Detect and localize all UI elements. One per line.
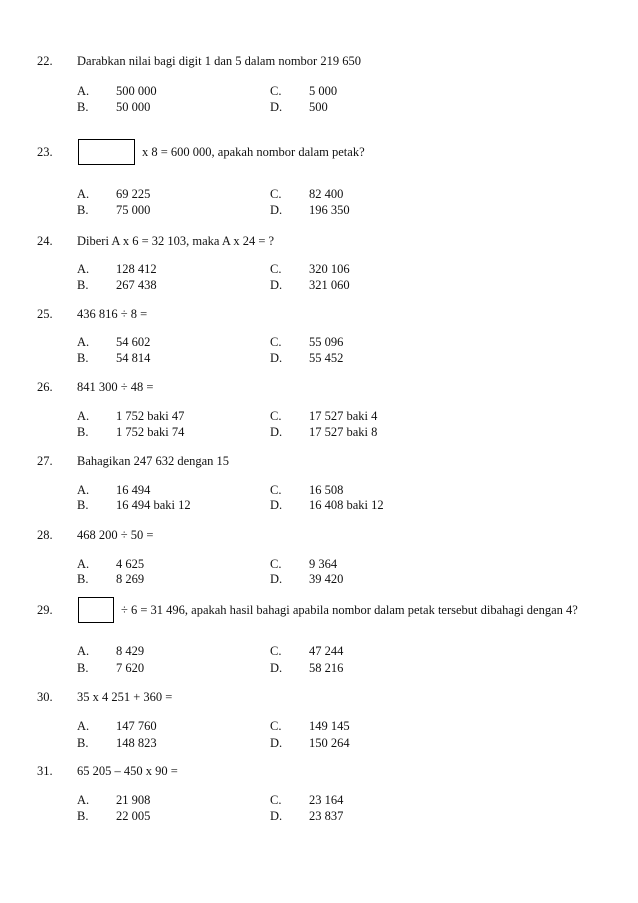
option-a: 147 760	[116, 719, 157, 733]
question-number: 31.	[37, 764, 53, 778]
question-number: 23.	[37, 145, 53, 159]
option-letter-c: C.	[270, 409, 282, 423]
option-b: 7 620	[116, 661, 145, 675]
option-letter-d: D.	[270, 809, 283, 823]
option-row-ac	[0, 643, 638, 659]
option-row-ac	[0, 408, 638, 424]
option-row-ac	[0, 83, 638, 99]
answer-box	[78, 139, 135, 165]
option-letter-d: D.	[270, 203, 283, 217]
option-d: 55 452	[309, 351, 344, 365]
option-row-bd	[0, 660, 638, 676]
option-d: 150 264	[309, 736, 350, 750]
option-letter-a: A.	[77, 719, 90, 733]
option-b: 148 823	[116, 736, 157, 750]
question-text: 436 816 ÷ 8 =	[77, 307, 148, 321]
option-d: 17 527 baki 8	[309, 425, 378, 439]
answer-box	[78, 597, 114, 623]
option-row-bd	[0, 424, 638, 440]
option-row-ac	[0, 482, 638, 498]
option-letter-a: A.	[77, 187, 90, 201]
option-letter-d: D.	[270, 351, 283, 365]
option-letter-d: D.	[270, 736, 283, 750]
option-letter-d: D.	[270, 572, 283, 586]
option-b: 267 438	[116, 278, 157, 292]
option-row-ac	[0, 792, 638, 808]
question-text: 468 200 ÷ 50 =	[77, 528, 154, 542]
option-d: 23 837	[309, 809, 344, 823]
option-d: 58 216	[309, 661, 344, 675]
option-row-bd	[0, 571, 638, 587]
option-row-bd	[0, 99, 638, 115]
option-a: 16 494	[116, 483, 151, 497]
option-letter-c: C.	[270, 719, 282, 733]
option-letter-b: B.	[77, 351, 89, 365]
option-letter-b: B.	[77, 100, 89, 114]
question-number: 22.	[37, 54, 53, 68]
option-letter-d: D.	[270, 278, 283, 292]
option-c: 5 000	[309, 84, 338, 98]
option-letter-d: D.	[270, 661, 283, 675]
option-c: 47 244	[309, 644, 344, 658]
option-a: 128 412	[116, 262, 157, 276]
option-row-ac	[0, 261, 638, 277]
option-c: 149 145	[309, 719, 350, 733]
option-letter-c: C.	[270, 84, 282, 98]
option-letter-a: A.	[77, 409, 90, 423]
option-c: 23 164	[309, 793, 344, 807]
option-d: 321 060	[309, 278, 350, 292]
option-letter-d: D.	[270, 498, 283, 512]
option-letter-b: B.	[77, 736, 89, 750]
option-a: 1 752 baki 47	[116, 409, 185, 423]
question-text: ÷ 6 = 31 496, apakah hasil bahagi apabila nombor dalam petak tersebut dibahagi dengan 4?	[121, 603, 578, 617]
option-row-bd	[0, 808, 638, 824]
option-letter-b: B.	[77, 425, 89, 439]
question-text: Darabkan nilai bagi digit 1 dan 5 dalam nombor 219 650	[77, 54, 361, 68]
option-b: 50 000	[116, 100, 151, 114]
option-letter-b: B.	[77, 661, 89, 675]
question-number: 29.	[37, 603, 53, 617]
option-a: 4 625	[116, 557, 145, 571]
question-number: 26.	[37, 380, 53, 394]
option-letter-b: B.	[77, 203, 89, 217]
option-letter-b: B.	[77, 498, 89, 512]
option-row-ac	[0, 186, 638, 202]
option-d: 196 350	[309, 203, 350, 217]
option-b: 8 269	[116, 572, 145, 586]
option-c: 82 400	[309, 187, 344, 201]
option-row-bd	[0, 497, 638, 513]
option-letter-a: A.	[77, 557, 90, 571]
option-letter-c: C.	[270, 557, 282, 571]
option-letter-d: D.	[270, 425, 283, 439]
question-text: 65 205 – 450 x 90 =	[77, 764, 178, 778]
question-number: 27.	[37, 454, 53, 468]
option-a: 21 908	[116, 793, 151, 807]
option-a: 500 000	[116, 84, 157, 98]
option-b: 22 005	[116, 809, 151, 823]
option-d: 39 420	[309, 572, 344, 586]
option-d: 500	[309, 100, 328, 114]
option-b: 54 814	[116, 351, 151, 365]
question-number: 28.	[37, 528, 53, 542]
question-text: 35 x 4 251 + 360 =	[77, 690, 173, 704]
option-c: 320 106	[309, 262, 350, 276]
question-number: 30.	[37, 690, 53, 704]
option-a: 8 429	[116, 644, 145, 658]
option-letter-c: C.	[270, 644, 282, 658]
question-text: Bahagikan 247 632 dengan 15	[77, 454, 230, 468]
question-number: 25.	[37, 307, 53, 321]
option-letter-a: A.	[77, 84, 90, 98]
option-c: 55 096	[309, 335, 344, 349]
option-a: 69 225	[116, 187, 151, 201]
option-letter-a: A.	[77, 793, 90, 807]
option-letter-c: C.	[270, 262, 282, 276]
question-text: 841 300 ÷ 48 =	[77, 380, 154, 394]
option-row-bd	[0, 277, 638, 293]
option-row-bd	[0, 202, 638, 218]
option-letter-b: B.	[77, 278, 89, 292]
option-letter-a: A.	[77, 262, 90, 276]
option-b: 1 752 baki 74	[116, 425, 185, 439]
option-a: 54 602	[116, 335, 151, 349]
option-row-bd	[0, 735, 638, 751]
option-b: 75 000	[116, 203, 151, 217]
question-number: 24.	[37, 234, 53, 248]
option-c: 16 508	[309, 483, 344, 497]
option-letter-a: A.	[77, 644, 90, 658]
option-row-ac	[0, 334, 638, 350]
option-letter-c: C.	[270, 187, 282, 201]
option-letter-a: A.	[77, 335, 90, 349]
option-c: 17 527 baki 4	[309, 409, 378, 423]
option-letter-c: C.	[270, 335, 282, 349]
question-text: x 8 = 600 000, apakah nombor dalam petak?	[142, 145, 365, 159]
option-letter-a: A.	[77, 483, 90, 497]
option-row-ac	[0, 718, 638, 734]
option-letter-c: C.	[270, 483, 282, 497]
option-c: 9 364	[309, 557, 338, 571]
option-letter-b: B.	[77, 809, 89, 823]
option-b: 16 494 baki 12	[116, 498, 191, 512]
option-letter-c: C.	[270, 793, 282, 807]
option-row-ac	[0, 556, 638, 572]
question-text: Diberi A x 6 = 32 103, maka A x 24 = ?	[77, 234, 275, 248]
option-d: 16 408 baki 12	[309, 498, 384, 512]
option-letter-d: D.	[270, 100, 283, 114]
option-row-bd	[0, 350, 638, 366]
option-letter-b: B.	[77, 572, 89, 586]
